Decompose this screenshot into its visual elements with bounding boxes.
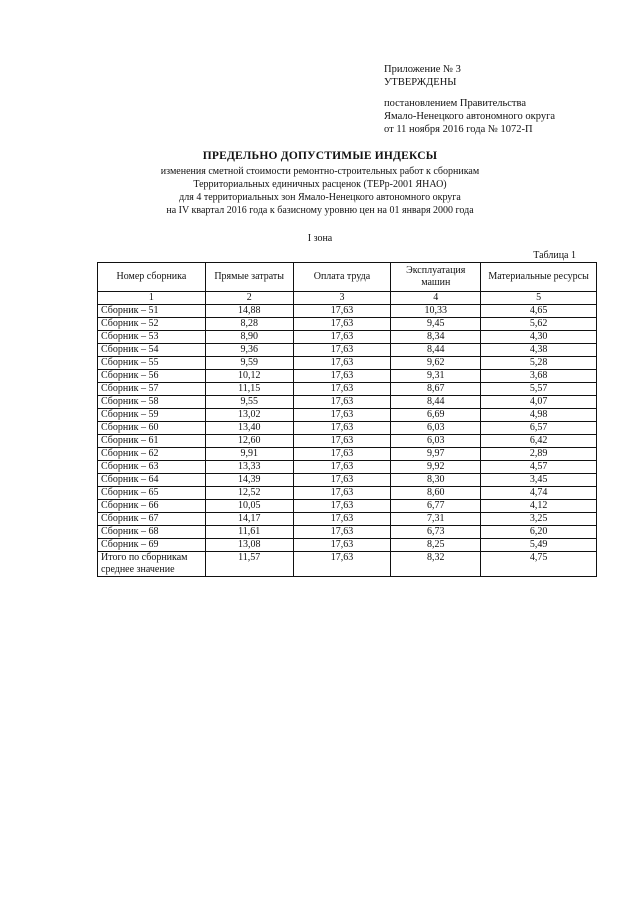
table-row [98, 448, 597, 461]
collection-name-cell: Сборник – 53 [98, 331, 206, 344]
table-row [98, 344, 597, 357]
index-value-cell: 5,57 [481, 383, 597, 396]
index-value-cell: 17,63 [293, 461, 391, 474]
index-value-cell: 11,15 [205, 383, 293, 396]
table-row [98, 474, 597, 487]
table-row [98, 370, 597, 383]
table-row [98, 409, 597, 422]
index-value-cell: 17,63 [293, 474, 391, 487]
table-row [98, 318, 597, 331]
index-value-cell: 17,63 [293, 344, 391, 357]
index-value-cell: 12,52 [205, 487, 293, 500]
approved-label: УТВЕРЖДЕНЫ [384, 77, 457, 88]
resolution-line: постановлением Правительства [384, 98, 527, 109]
header-machine-operation: Эксплуатация машин [391, 263, 481, 292]
index-value-cell: 17,63 [293, 539, 391, 552]
table-row [98, 357, 597, 370]
index-value-cell: 9,91 [205, 448, 293, 461]
index-value-cell: 8,44 [391, 344, 481, 357]
subtitle-line-2: Территориальных единичных расценок (ТЕРр-2001 ЯНАО) [193, 179, 447, 190]
index-value-cell: 6,77 [391, 500, 481, 513]
index-value-cell: 4,12 [481, 500, 597, 513]
index-value-cell: 17,63 [293, 370, 391, 383]
index-value-cell: 10,33 [391, 305, 481, 318]
index-value-cell: 9,97 [391, 448, 481, 461]
index-value-cell: 4,57 [481, 461, 597, 474]
index-value-cell: 10,05 [205, 500, 293, 513]
table-row [98, 305, 597, 318]
collection-name-cell: Сборник – 56 [98, 370, 206, 383]
collection-name-cell: Сборник – 60 [98, 422, 206, 435]
index-value-cell: 13,02 [205, 409, 293, 422]
header-labor-pay: Оплата труда [293, 263, 391, 292]
index-value-cell: 8,30 [391, 474, 481, 487]
collection-name-cell: Сборник – 61 [98, 435, 206, 448]
table-row [98, 435, 597, 448]
collection-name-cell: Сборник – 66 [98, 500, 206, 513]
resolution-date: от 11 ноября 2016 года № 1072-П [384, 124, 533, 135]
index-value-cell: 8,44 [391, 396, 481, 409]
index-value-cell: 17,63 [293, 448, 391, 461]
index-value-cell: 9,55 [205, 396, 293, 409]
total-value-cell: 11,57 [205, 552, 293, 577]
index-value-cell: 17,63 [293, 435, 391, 448]
index-value-cell: 4,65 [481, 305, 597, 318]
index-value-cell: 4,38 [481, 344, 597, 357]
index-value-cell: 13,40 [205, 422, 293, 435]
government-line: Ямало-Ненецкого автономного округа [384, 111, 556, 122]
collection-name-cell: Сборник – 65 [98, 487, 206, 500]
index-value-cell: 6,73 [391, 526, 481, 539]
index-value-cell: 4,74 [481, 487, 597, 500]
index-value-cell: 17,63 [293, 487, 391, 500]
column-number: 2 [205, 292, 293, 305]
column-number: 3 [293, 292, 391, 305]
index-value-cell: 10,12 [205, 370, 293, 383]
table-row [98, 500, 597, 513]
index-value-cell: 6,69 [391, 409, 481, 422]
index-value-cell: 11,61 [205, 526, 293, 539]
index-value-cell: 13,33 [205, 461, 293, 474]
index-value-cell: 9,31 [391, 370, 481, 383]
column-number-row [98, 292, 597, 305]
header-collection-number: Номер сборника [98, 263, 206, 292]
column-number: 4 [391, 292, 481, 305]
total-value-cell: 17,63 [293, 552, 391, 577]
table-row [98, 422, 597, 435]
total-label-cell: Итого по сборникам среднее значение [98, 552, 206, 577]
index-value-cell: 17,63 [293, 305, 391, 318]
collection-name-cell: Сборник – 58 [98, 396, 206, 409]
collection-name-cell: Сборник – 54 [98, 344, 206, 357]
index-value-cell: 4,98 [481, 409, 597, 422]
collection-name-cell: Сборник – 55 [98, 357, 206, 370]
index-value-cell: 8,90 [205, 331, 293, 344]
table-row [98, 487, 597, 500]
index-value-cell: 3,25 [481, 513, 597, 526]
index-value-cell: 17,63 [293, 513, 391, 526]
index-value-cell: 8,25 [391, 539, 481, 552]
index-value-cell: 4,07 [481, 396, 597, 409]
index-value-cell: 17,63 [293, 383, 391, 396]
index-value-cell: 8,28 [205, 318, 293, 331]
index-value-cell: 3,45 [481, 474, 597, 487]
index-value-cell: 9,36 [205, 344, 293, 357]
index-value-cell: 5,28 [481, 357, 597, 370]
collection-name-cell: Сборник – 62 [98, 448, 206, 461]
table-row [98, 331, 597, 344]
index-value-cell: 6,20 [481, 526, 597, 539]
table-row [98, 526, 597, 539]
index-value-cell: 6,57 [481, 422, 597, 435]
collection-name-cell: Сборник – 57 [98, 383, 206, 396]
index-value-cell: 8,34 [391, 331, 481, 344]
total-value-cell: 8,32 [391, 552, 481, 577]
collection-name-cell: Сборник – 64 [98, 474, 206, 487]
index-value-cell: 5,49 [481, 539, 597, 552]
zone-label: I зона [307, 233, 333, 244]
index-value-cell: 5,62 [481, 318, 597, 331]
collection-name-cell: Сборник – 68 [98, 526, 206, 539]
table-row [98, 539, 597, 552]
table-row [98, 383, 597, 396]
subtitle-line-3: для 4 территориальных зон Ямало-Ненецкого автономного округа [179, 192, 461, 203]
table-row [98, 396, 597, 409]
index-value-cell: 14,17 [205, 513, 293, 526]
index-value-cell: 8,67 [391, 383, 481, 396]
collection-name-cell: Сборник – 69 [98, 539, 206, 552]
collection-name-cell: Сборник – 51 [98, 305, 206, 318]
index-value-cell: 17,63 [293, 526, 391, 539]
index-value-cell: 17,63 [293, 422, 391, 435]
table-body [98, 292, 597, 577]
index-value-cell: 6,03 [391, 435, 481, 448]
appendix-number: Приложение № 3 [384, 64, 461, 75]
subtitle-line-4: на IV квартал 2016 года к базисному уровню цен на 01 января 2000 года [166, 205, 474, 216]
index-value-cell: 7,31 [391, 513, 481, 526]
index-value-cell: 3,68 [481, 370, 597, 383]
index-value-cell: 9,59 [205, 357, 293, 370]
column-number: 5 [481, 292, 597, 305]
index-value-cell: 17,63 [293, 396, 391, 409]
collection-name-cell: Сборник – 52 [98, 318, 206, 331]
index-value-cell: 17,63 [293, 500, 391, 513]
index-value-cell: 8,60 [391, 487, 481, 500]
index-value-cell: 9,62 [391, 357, 481, 370]
index-value-cell: 17,63 [293, 409, 391, 422]
document-title: ПРЕДЕЛЬНО ДОПУСТИМЫЕ ИНДЕКСЫ [202, 150, 438, 162]
collection-name-cell: Сборник – 59 [98, 409, 206, 422]
collection-name-cell: Сборник – 63 [98, 461, 206, 474]
index-table [97, 262, 597, 577]
index-value-cell: 6,03 [391, 422, 481, 435]
index-value-cell: 14,88 [205, 305, 293, 318]
index-value-cell: 14,39 [205, 474, 293, 487]
index-value-cell: 4,30 [481, 331, 597, 344]
collection-name-cell: Сборник – 67 [98, 513, 206, 526]
index-value-cell: 6,42 [481, 435, 597, 448]
index-value-cell: 13,08 [205, 539, 293, 552]
header-material-resources: Материальные ресурсы [481, 263, 597, 292]
column-number: 1 [98, 292, 206, 305]
table-header-row [98, 263, 597, 292]
index-value-cell: 17,63 [293, 331, 391, 344]
index-value-cell: 9,45 [391, 318, 481, 331]
index-value-cell: 2,89 [481, 448, 597, 461]
table-row [98, 513, 597, 526]
total-row [98, 552, 597, 577]
table-row [98, 461, 597, 474]
approval-block [384, 63, 555, 136]
document-title-block [0, 150, 640, 217]
index-value-cell: 12,60 [205, 435, 293, 448]
index-value-cell: 9,92 [391, 461, 481, 474]
index-value-cell: 17,63 [293, 357, 391, 370]
total-value-cell: 4,75 [481, 552, 597, 577]
index-value-cell: 17,63 [293, 318, 391, 331]
header-direct-costs: Прямые затраты [205, 263, 293, 292]
table-label: Таблица 1 [533, 250, 576, 261]
subtitle-line-1: изменения сметной стоимости ремонтно-строительных работ к сборникам [160, 166, 480, 177]
